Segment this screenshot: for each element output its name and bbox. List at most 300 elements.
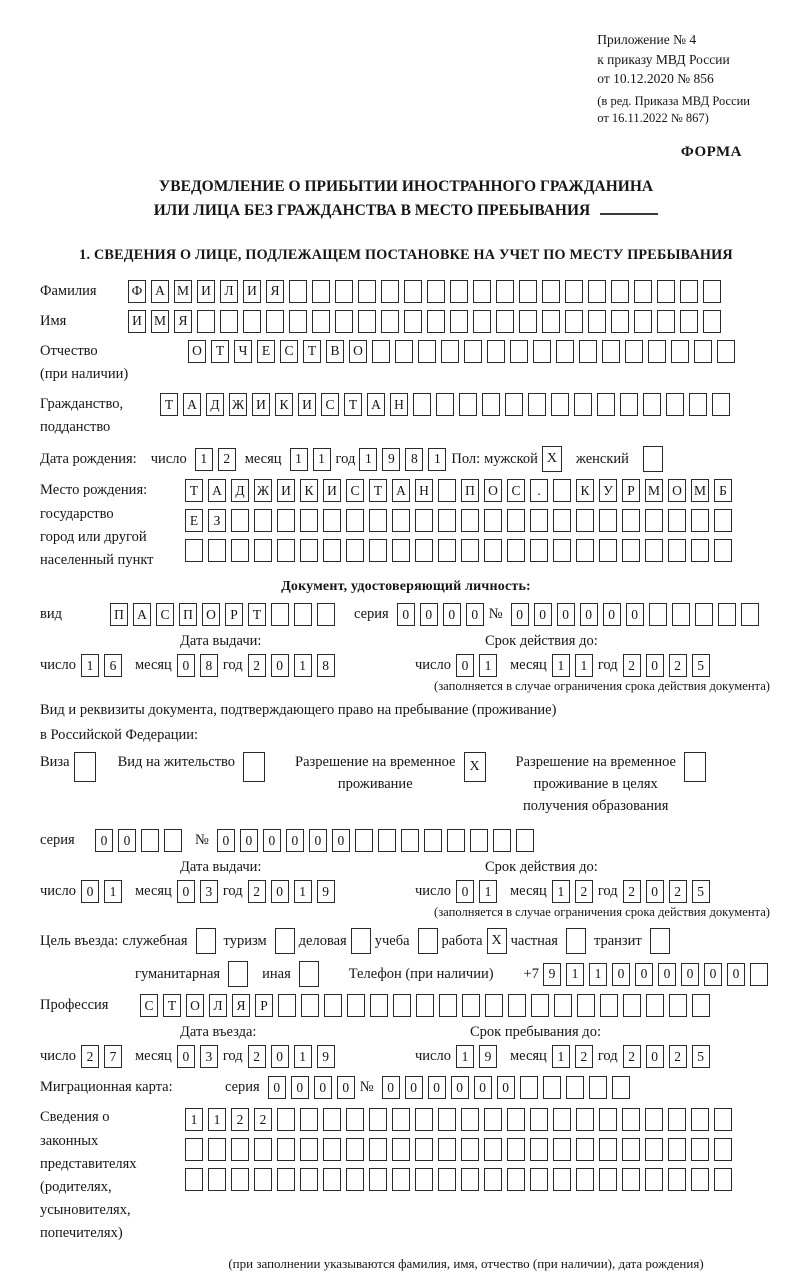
char-cell[interactable]: И xyxy=(128,310,146,333)
char-cell[interactable] xyxy=(395,340,413,363)
char-cell[interactable]: 0 xyxy=(451,1076,469,1099)
char-cell[interactable] xyxy=(510,340,528,363)
char-cell[interactable] xyxy=(438,1168,456,1191)
char-cell[interactable] xyxy=(484,539,502,562)
char-cell[interactable] xyxy=(611,310,629,333)
char-cell[interactable]: 1 xyxy=(428,448,446,471)
char-cell[interactable]: 0 xyxy=(309,829,327,852)
char-cell[interactable]: 0 xyxy=(727,963,745,986)
char-cell[interactable] xyxy=(231,1138,249,1161)
char-cell[interactable] xyxy=(317,603,335,626)
char-cell[interactable]: Б xyxy=(714,479,732,502)
char-cell[interactable] xyxy=(271,603,289,626)
char-cell[interactable]: О xyxy=(668,479,686,502)
char-cell[interactable]: 1 xyxy=(479,654,497,677)
char-cell[interactable] xyxy=(461,1168,479,1191)
char-cell[interactable] xyxy=(358,280,376,303)
char-cell[interactable] xyxy=(462,994,480,1017)
char-cell[interactable] xyxy=(220,310,238,333)
char-cell[interactable] xyxy=(369,1108,387,1131)
residence-permit-checkbox[interactable] xyxy=(243,752,265,782)
char-cell[interactable]: Р xyxy=(255,994,273,1017)
char-cell[interactable] xyxy=(369,1138,387,1161)
char-cell[interactable] xyxy=(277,1108,295,1131)
char-cell[interactable] xyxy=(602,340,620,363)
char-cell[interactable] xyxy=(576,1168,594,1191)
char-cell[interactable] xyxy=(519,310,537,333)
purpose-work-checkbox[interactable]: X xyxy=(487,928,507,954)
char-cell[interactable]: 8 xyxy=(200,654,218,677)
char-cell[interactable]: 8 xyxy=(405,448,423,471)
char-cell[interactable]: 0 xyxy=(95,829,113,852)
char-cell[interactable]: О xyxy=(202,603,220,626)
char-cell[interactable]: О xyxy=(186,994,204,1017)
char-cell[interactable]: С xyxy=(156,603,174,626)
char-cell[interactable]: Т xyxy=(211,340,229,363)
char-cell[interactable]: Я xyxy=(266,280,284,303)
char-cell[interactable] xyxy=(625,340,643,363)
char-cell[interactable] xyxy=(645,1138,663,1161)
temp-residence-checkbox[interactable]: X xyxy=(464,752,486,782)
char-cell[interactable] xyxy=(507,539,525,562)
char-cell[interactable]: 2 xyxy=(669,1045,687,1068)
char-cell[interactable]: 5 xyxy=(692,880,710,903)
char-cell[interactable] xyxy=(643,393,661,416)
char-cell[interactable]: М xyxy=(645,479,663,502)
char-cell[interactable] xyxy=(691,1168,709,1191)
char-cell[interactable] xyxy=(597,393,615,416)
char-cell[interactable]: Л xyxy=(209,994,227,1017)
char-cell[interactable]: Ж xyxy=(229,393,247,416)
char-cell[interactable]: 7 xyxy=(104,1045,122,1068)
char-cell[interactable]: 1 xyxy=(294,880,312,903)
char-cell[interactable]: 1 xyxy=(208,1108,226,1131)
char-cell[interactable] xyxy=(418,340,436,363)
char-cell[interactable]: 0 xyxy=(443,603,461,626)
sex-female-checkbox[interactable] xyxy=(643,446,663,472)
char-cell[interactable]: З xyxy=(208,509,226,532)
char-cell[interactable]: 0 xyxy=(580,603,598,626)
char-cell[interactable]: 0 xyxy=(337,1076,355,1099)
char-cell[interactable]: Т xyxy=(303,340,321,363)
char-cell[interactable] xyxy=(346,1138,364,1161)
char-cell[interactable] xyxy=(543,1076,561,1099)
char-cell[interactable] xyxy=(294,603,312,626)
char-cell[interactable] xyxy=(507,1138,525,1161)
char-cell[interactable]: Я xyxy=(232,994,250,1017)
char-cell[interactable] xyxy=(484,1138,502,1161)
char-cell[interactable] xyxy=(671,340,689,363)
char-cell[interactable]: Д xyxy=(206,393,224,416)
char-cell[interactable]: А xyxy=(133,603,151,626)
char-cell[interactable] xyxy=(438,509,456,532)
char-cell[interactable]: М xyxy=(151,310,169,333)
char-cell[interactable] xyxy=(243,310,261,333)
char-cell[interactable]: 0 xyxy=(268,1076,286,1099)
char-cell[interactable] xyxy=(668,539,686,562)
char-cell[interactable] xyxy=(577,994,595,1017)
char-cell[interactable] xyxy=(324,994,342,1017)
char-cell[interactable] xyxy=(556,340,574,363)
char-cell[interactable]: 2 xyxy=(81,1045,99,1068)
char-cell[interactable] xyxy=(703,280,721,303)
char-cell[interactable]: 0 xyxy=(466,603,484,626)
char-cell[interactable]: 1 xyxy=(359,448,377,471)
char-cell[interactable] xyxy=(576,1108,594,1131)
char-cell[interactable] xyxy=(392,509,410,532)
char-cell[interactable]: 2 xyxy=(575,1045,593,1068)
purpose-transit-checkbox[interactable] xyxy=(650,928,670,954)
char-cell[interactable]: 1 xyxy=(195,448,213,471)
char-cell[interactable]: 2 xyxy=(248,880,266,903)
char-cell[interactable]: 0 xyxy=(240,829,258,852)
char-cell[interactable]: К xyxy=(300,479,318,502)
char-cell[interactable] xyxy=(335,280,353,303)
char-cell[interactable]: 2 xyxy=(575,880,593,903)
char-cell[interactable] xyxy=(278,994,296,1017)
char-cell[interactable] xyxy=(599,509,617,532)
char-cell[interactable]: Ч xyxy=(234,340,252,363)
char-cell[interactable]: 0 xyxy=(81,880,99,903)
char-cell[interactable]: П xyxy=(461,479,479,502)
char-cell[interactable] xyxy=(680,280,698,303)
char-cell[interactable]: 0 xyxy=(271,880,289,903)
char-cell[interactable] xyxy=(645,1108,663,1131)
char-cell[interactable] xyxy=(645,539,663,562)
char-cell[interactable]: 0 xyxy=(382,1076,400,1099)
char-cell[interactable]: 0 xyxy=(177,1045,195,1068)
char-cell[interactable] xyxy=(714,509,732,532)
char-cell[interactable]: 1 xyxy=(185,1108,203,1131)
char-cell[interactable] xyxy=(576,1138,594,1161)
char-cell[interactable]: С xyxy=(280,340,298,363)
char-cell[interactable]: 0 xyxy=(646,654,664,677)
char-cell[interactable]: 0 xyxy=(534,603,552,626)
char-cell[interactable]: 2 xyxy=(623,880,641,903)
char-cell[interactable]: 0 xyxy=(646,880,664,903)
char-cell[interactable]: 9 xyxy=(543,963,561,986)
char-cell[interactable]: 1 xyxy=(552,880,570,903)
char-cell[interactable] xyxy=(600,994,618,1017)
char-cell[interactable] xyxy=(461,509,479,532)
char-cell[interactable] xyxy=(427,280,445,303)
char-cell[interactable] xyxy=(484,509,502,532)
char-cell[interactable] xyxy=(312,310,330,333)
purpose-private-checkbox[interactable] xyxy=(566,928,586,954)
char-cell[interactable]: 2 xyxy=(623,1045,641,1068)
char-cell[interactable] xyxy=(369,509,387,532)
char-cell[interactable] xyxy=(566,1076,584,1099)
char-cell[interactable] xyxy=(413,393,431,416)
char-cell[interactable]: 0 xyxy=(497,1076,515,1099)
char-cell[interactable] xyxy=(392,1108,410,1131)
char-cell[interactable] xyxy=(576,509,594,532)
char-cell[interactable] xyxy=(634,310,652,333)
char-cell[interactable] xyxy=(404,310,422,333)
char-cell[interactable]: И xyxy=(243,280,261,303)
temp-residence-education-checkbox[interactable] xyxy=(684,752,706,782)
char-cell[interactable] xyxy=(439,994,457,1017)
char-cell[interactable] xyxy=(528,393,546,416)
char-cell[interactable]: 3 xyxy=(200,1045,218,1068)
char-cell[interactable] xyxy=(438,1108,456,1131)
char-cell[interactable] xyxy=(289,280,307,303)
char-cell[interactable] xyxy=(323,1108,341,1131)
char-cell[interactable]: 2 xyxy=(669,880,687,903)
char-cell[interactable] xyxy=(493,829,511,852)
char-cell[interactable]: О xyxy=(484,479,502,502)
char-cell[interactable]: Т xyxy=(185,479,203,502)
char-cell[interactable] xyxy=(438,539,456,562)
char-cell[interactable] xyxy=(714,539,732,562)
char-cell[interactable]: 0 xyxy=(428,1076,446,1099)
char-cell[interactable] xyxy=(588,280,606,303)
char-cell[interactable] xyxy=(415,539,433,562)
char-cell[interactable] xyxy=(668,1108,686,1131)
char-cell[interactable] xyxy=(579,340,597,363)
char-cell[interactable] xyxy=(574,393,592,416)
char-cell[interactable]: 0 xyxy=(626,603,644,626)
char-cell[interactable] xyxy=(657,280,675,303)
char-cell[interactable] xyxy=(622,1138,640,1161)
char-cell[interactable] xyxy=(645,1168,663,1191)
char-cell[interactable]: . xyxy=(530,479,548,502)
char-cell[interactable] xyxy=(436,393,454,416)
char-cell[interactable]: 0 xyxy=(118,829,136,852)
char-cell[interactable] xyxy=(516,829,534,852)
char-cell[interactable]: 0 xyxy=(603,603,621,626)
char-cell[interactable]: Я xyxy=(174,310,192,333)
char-cell[interactable] xyxy=(254,509,272,532)
purpose-humanitarian-checkbox[interactable] xyxy=(228,961,248,987)
char-cell[interactable] xyxy=(576,539,594,562)
char-cell[interactable] xyxy=(482,393,500,416)
char-cell[interactable]: А xyxy=(367,393,385,416)
char-cell[interactable] xyxy=(717,340,735,363)
char-cell[interactable] xyxy=(323,509,341,532)
char-cell[interactable]: 0 xyxy=(456,654,474,677)
char-cell[interactable] xyxy=(542,280,560,303)
char-cell[interactable] xyxy=(689,393,707,416)
char-cell[interactable] xyxy=(208,1168,226,1191)
visa-checkbox[interactable] xyxy=(74,752,96,782)
char-cell[interactable] xyxy=(231,539,249,562)
char-cell[interactable] xyxy=(741,603,759,626)
char-cell[interactable] xyxy=(703,310,721,333)
char-cell[interactable]: 1 xyxy=(456,1045,474,1068)
char-cell[interactable] xyxy=(231,1168,249,1191)
char-cell[interactable]: 0 xyxy=(635,963,653,986)
char-cell[interactable]: 0 xyxy=(511,603,529,626)
char-cell[interactable] xyxy=(358,310,376,333)
char-cell[interactable]: И xyxy=(197,280,215,303)
char-cell[interactable]: 1 xyxy=(479,880,497,903)
char-cell[interactable] xyxy=(473,280,491,303)
char-cell[interactable]: 8 xyxy=(317,654,335,677)
char-cell[interactable] xyxy=(718,603,736,626)
char-cell[interactable] xyxy=(323,539,341,562)
char-cell[interactable]: Р xyxy=(225,603,243,626)
char-cell[interactable] xyxy=(323,1138,341,1161)
char-cell[interactable]: Ф xyxy=(128,280,146,303)
char-cell[interactable] xyxy=(554,994,572,1017)
char-cell[interactable] xyxy=(680,310,698,333)
char-cell[interactable] xyxy=(553,539,571,562)
char-cell[interactable] xyxy=(694,340,712,363)
char-cell[interactable] xyxy=(712,393,730,416)
char-cell[interactable] xyxy=(484,1108,502,1131)
purpose-business-checkbox[interactable] xyxy=(351,928,371,954)
char-cell[interactable]: С xyxy=(346,479,364,502)
char-cell[interactable]: 0 xyxy=(271,1045,289,1068)
char-cell[interactable]: С xyxy=(140,994,158,1017)
char-cell[interactable]: А xyxy=(183,393,201,416)
char-cell[interactable] xyxy=(450,310,468,333)
char-cell[interactable] xyxy=(553,1108,571,1131)
char-cell[interactable] xyxy=(530,539,548,562)
char-cell[interactable] xyxy=(416,994,434,1017)
char-cell[interactable] xyxy=(300,509,318,532)
char-cell[interactable] xyxy=(599,539,617,562)
char-cell[interactable] xyxy=(623,994,641,1017)
char-cell[interactable]: 9 xyxy=(317,1045,335,1068)
char-cell[interactable] xyxy=(441,340,459,363)
char-cell[interactable]: Н xyxy=(415,479,433,502)
char-cell[interactable]: 0 xyxy=(646,1045,664,1068)
char-cell[interactable] xyxy=(427,310,445,333)
char-cell[interactable] xyxy=(505,393,523,416)
char-cell[interactable]: 1 xyxy=(104,880,122,903)
char-cell[interactable] xyxy=(599,1138,617,1161)
char-cell[interactable] xyxy=(277,1168,295,1191)
char-cell[interactable]: С xyxy=(507,479,525,502)
char-cell[interactable] xyxy=(381,310,399,333)
char-cell[interactable] xyxy=(496,310,514,333)
char-cell[interactable] xyxy=(289,310,307,333)
char-cell[interactable]: 0 xyxy=(456,880,474,903)
char-cell[interactable] xyxy=(599,1108,617,1131)
char-cell[interactable]: 0 xyxy=(314,1076,332,1099)
char-cell[interactable] xyxy=(530,1108,548,1131)
char-cell[interactable]: С xyxy=(321,393,339,416)
char-cell[interactable] xyxy=(346,509,364,532)
char-cell[interactable]: 1 xyxy=(575,654,593,677)
char-cell[interactable]: Т xyxy=(369,479,387,502)
char-cell[interactable]: 0 xyxy=(557,603,575,626)
char-cell[interactable] xyxy=(691,539,709,562)
char-cell[interactable] xyxy=(393,994,411,1017)
char-cell[interactable] xyxy=(461,1108,479,1131)
char-cell[interactable] xyxy=(611,280,629,303)
char-cell[interactable] xyxy=(565,310,583,333)
char-cell[interactable] xyxy=(645,509,663,532)
char-cell[interactable] xyxy=(691,1108,709,1131)
char-cell[interactable] xyxy=(312,280,330,303)
char-cell[interactable]: Н xyxy=(390,393,408,416)
char-cell[interactable]: А xyxy=(208,479,226,502)
char-cell[interactable]: У xyxy=(599,479,617,502)
char-cell[interactable] xyxy=(714,1138,732,1161)
char-cell[interactable] xyxy=(141,829,159,852)
char-cell[interactable]: О xyxy=(349,340,367,363)
char-cell[interactable] xyxy=(620,393,638,416)
char-cell[interactable]: 2 xyxy=(248,1045,266,1068)
char-cell[interactable] xyxy=(208,1138,226,1161)
char-cell[interactable] xyxy=(335,310,353,333)
char-cell[interactable]: 1 xyxy=(313,448,331,471)
char-cell[interactable] xyxy=(530,1138,548,1161)
char-cell[interactable] xyxy=(622,539,640,562)
char-cell[interactable] xyxy=(346,1108,364,1131)
char-cell[interactable] xyxy=(459,393,477,416)
char-cell[interactable] xyxy=(300,1108,318,1131)
char-cell[interactable] xyxy=(507,509,525,532)
char-cell[interactable]: Л xyxy=(220,280,238,303)
char-cell[interactable]: 1 xyxy=(294,1045,312,1068)
char-cell[interactable]: 2 xyxy=(231,1108,249,1131)
char-cell[interactable] xyxy=(692,994,710,1017)
char-cell[interactable]: 0 xyxy=(263,829,281,852)
char-cell[interactable] xyxy=(185,539,203,562)
char-cell[interactable] xyxy=(323,1168,341,1191)
char-cell[interactable] xyxy=(668,1168,686,1191)
char-cell[interactable]: 0 xyxy=(420,603,438,626)
char-cell[interactable]: И xyxy=(298,393,316,416)
char-cell[interactable] xyxy=(553,479,571,502)
char-cell[interactable]: 0 xyxy=(291,1076,309,1099)
char-cell[interactable] xyxy=(254,1168,272,1191)
char-cell[interactable]: Д xyxy=(231,479,249,502)
char-cell[interactable] xyxy=(450,280,468,303)
char-cell[interactable]: 0 xyxy=(397,603,415,626)
char-cell[interactable] xyxy=(300,539,318,562)
char-cell[interactable]: 0 xyxy=(405,1076,423,1099)
char-cell[interactable] xyxy=(669,994,687,1017)
char-cell[interactable] xyxy=(634,280,652,303)
char-cell[interactable]: 9 xyxy=(317,880,335,903)
char-cell[interactable]: Т xyxy=(248,603,266,626)
char-cell[interactable] xyxy=(197,310,215,333)
char-cell[interactable]: Ж xyxy=(254,479,272,502)
char-cell[interactable] xyxy=(519,280,537,303)
char-cell[interactable] xyxy=(646,994,664,1017)
char-cell[interactable]: Т xyxy=(163,994,181,1017)
char-cell[interactable]: 1 xyxy=(552,654,570,677)
char-cell[interactable] xyxy=(277,1138,295,1161)
char-cell[interactable]: И xyxy=(277,479,295,502)
char-cell[interactable] xyxy=(507,1108,525,1131)
char-cell[interactable] xyxy=(346,539,364,562)
purpose-tourism-checkbox[interactable] xyxy=(275,928,295,954)
char-cell[interactable] xyxy=(622,1168,640,1191)
char-cell[interactable] xyxy=(657,310,675,333)
char-cell[interactable] xyxy=(461,539,479,562)
char-cell[interactable]: А xyxy=(392,479,410,502)
char-cell[interactable] xyxy=(530,509,548,532)
char-cell[interactable]: 5 xyxy=(692,1045,710,1068)
char-cell[interactable] xyxy=(599,1168,617,1191)
char-cell[interactable]: М xyxy=(691,479,709,502)
char-cell[interactable]: 9 xyxy=(382,448,400,471)
char-cell[interactable] xyxy=(473,310,491,333)
char-cell[interactable]: 1 xyxy=(589,963,607,986)
char-cell[interactable] xyxy=(185,1138,203,1161)
char-cell[interactable]: 1 xyxy=(294,654,312,677)
char-cell[interactable]: К xyxy=(576,479,594,502)
char-cell[interactable] xyxy=(392,1168,410,1191)
char-cell[interactable] xyxy=(487,340,505,363)
char-cell[interactable] xyxy=(346,1168,364,1191)
